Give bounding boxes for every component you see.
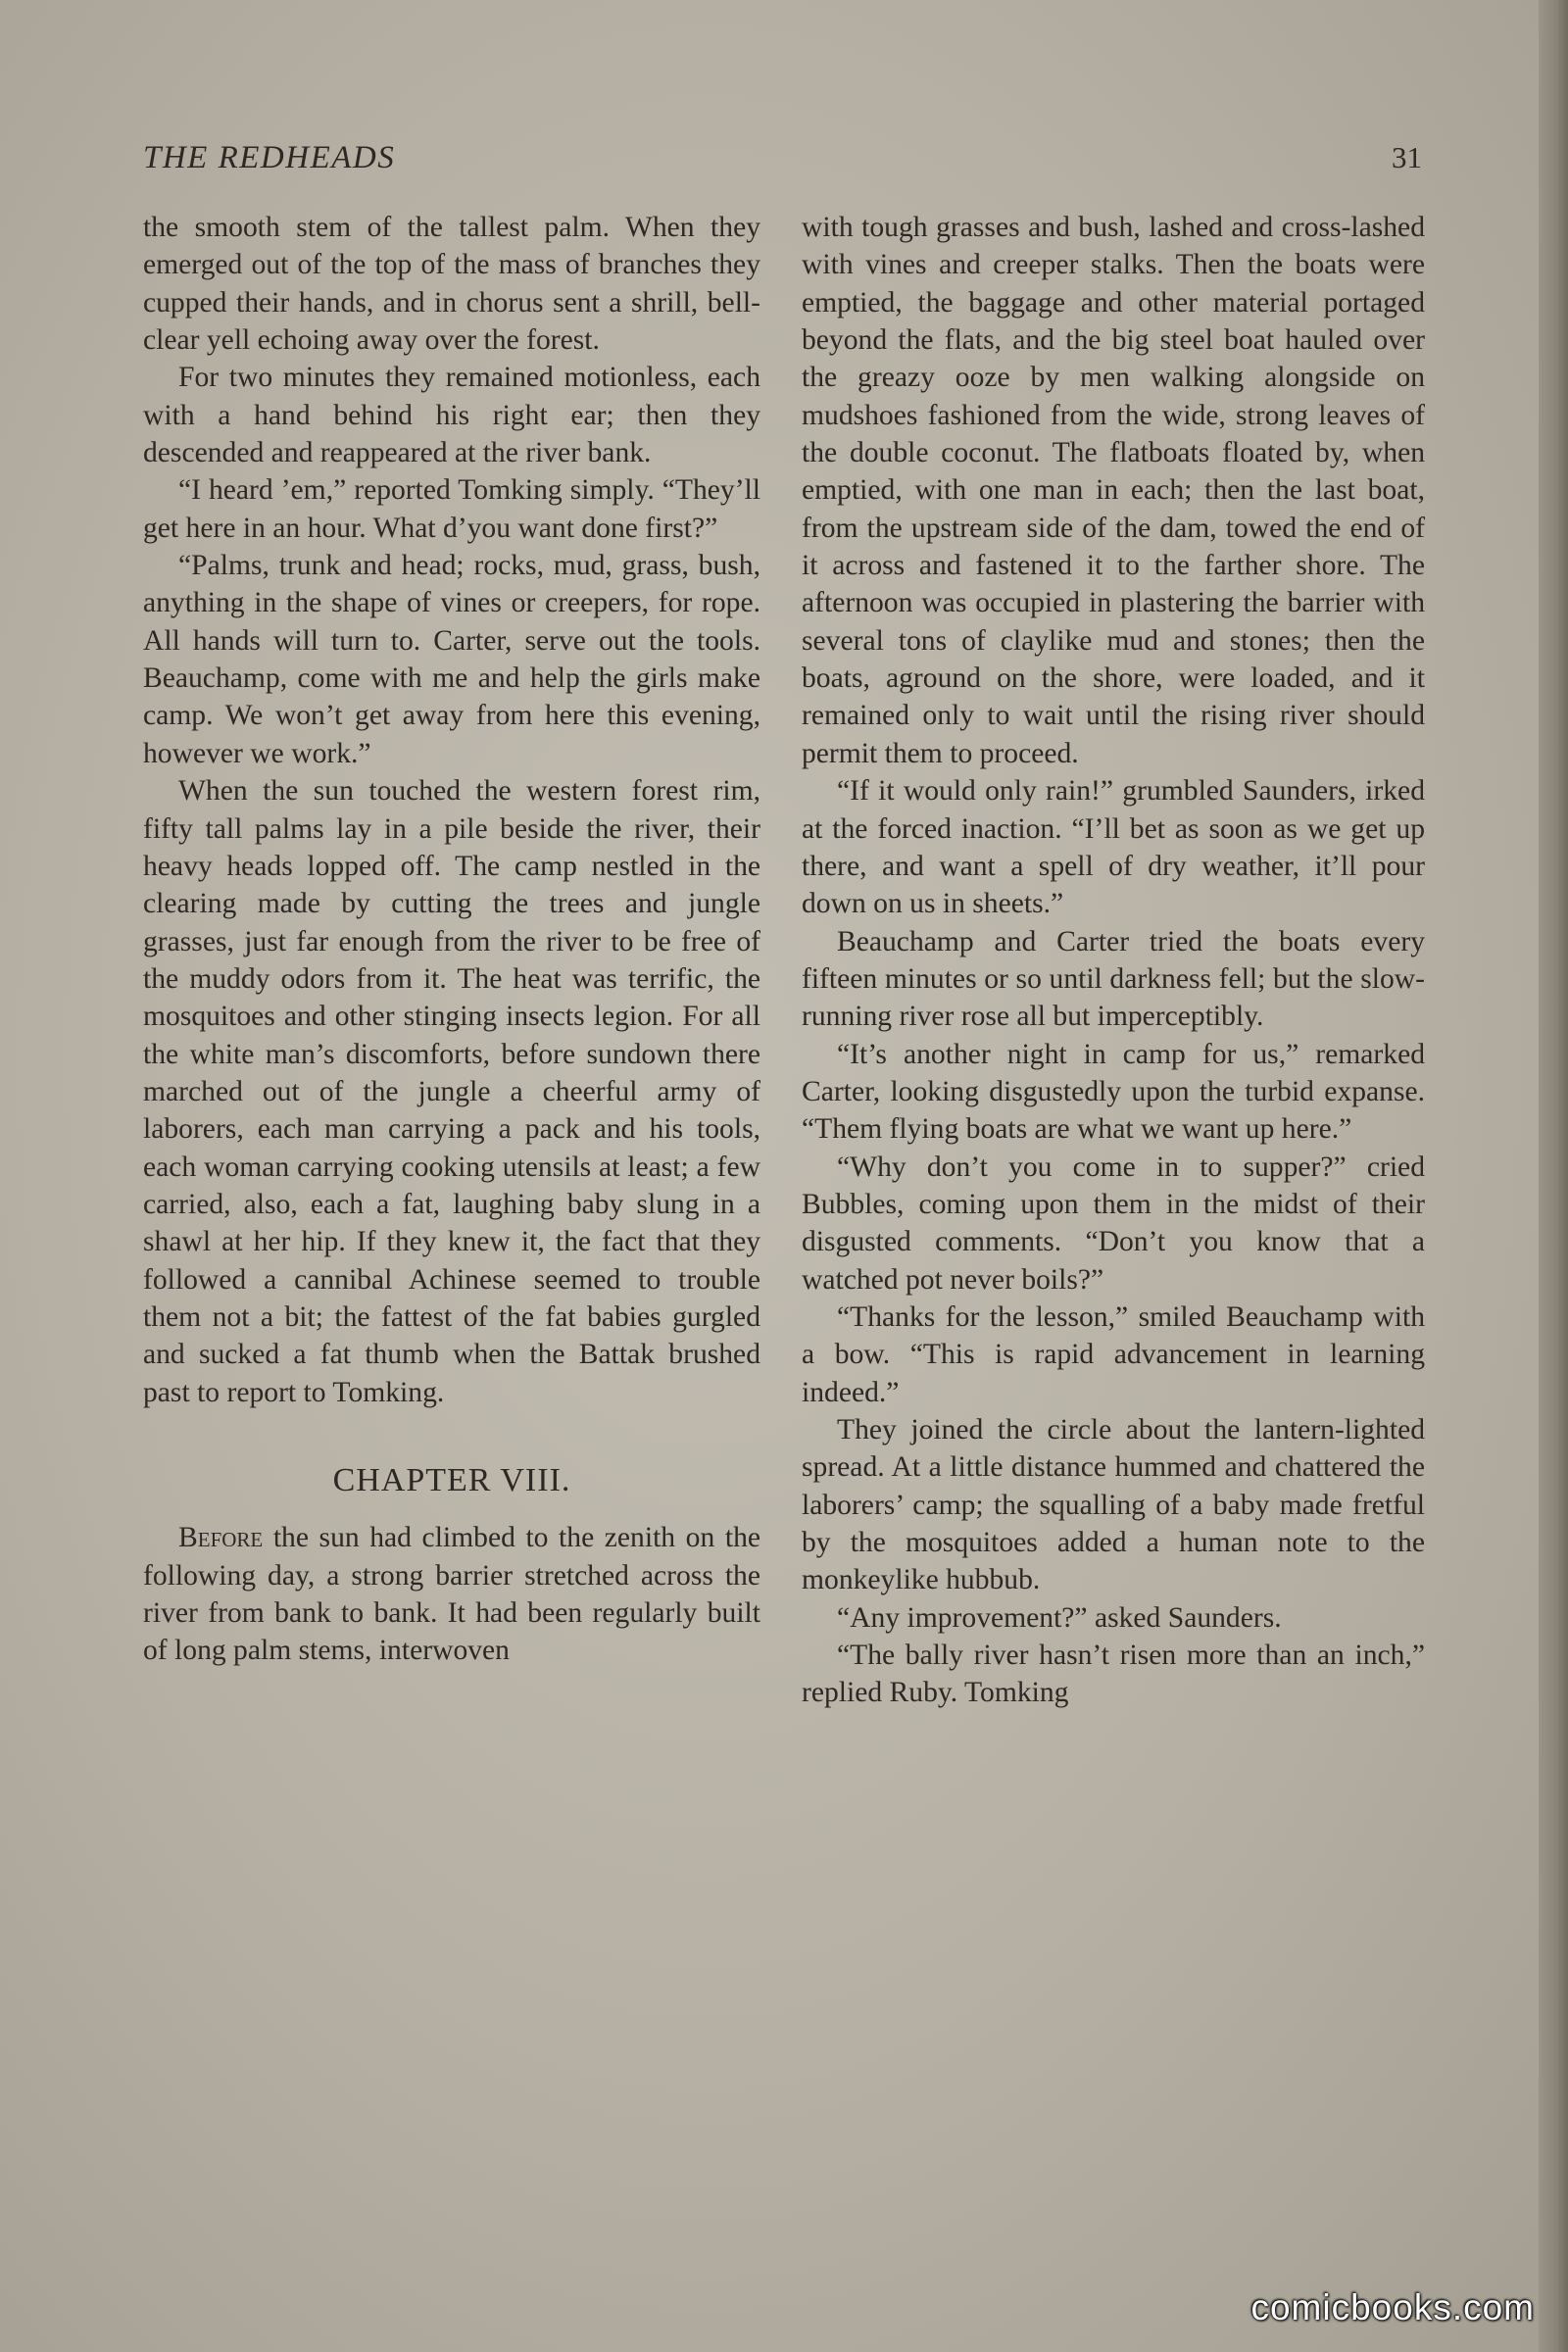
paragraph: When the sun touched the western forest rim, fifty tall palms lay in a pile beside the river, their heavy heads lopped off. The camp nestled in the clearing made by cutting the trees and jungle grasses, just far enough from the river to be free of the muddy odors from it. The heat was terrific, the mosquitoes and other stinging insects legion. For all the white man’s discomforts, before sundown there marched out of the jungle a cheerful army of laborers, each man carrying a pack and his tools, each woman carrying cooking utensils at least; a few carried, also, each a fat, laughing baby slung in a shawl at her hip. If they knew it, the fact that they followed a cannibal Achinese seemed to trouble them not a bit; the fattest of the fat babies gurgled and sucked a fat thumb when the Battak brushed past to report to Tomking.: [143, 775, 760, 1408]
page-number: 31: [1392, 140, 1422, 174]
watermark: comicbooks.com: [1250, 2287, 1535, 2328]
paragraph: “If it would only rain!” grumbled Saunders, irked at the forced inaction. “I’ll bet as soon as we get up there, and want a spell of dry weather, it’ll pour down on us in sheets.”: [802, 775, 1425, 920]
book-spine-edge: [1539, 0, 1568, 2352]
paragraph: For two minutes they remained motionless, each with a hand behind his right ear; then they descended and reappeared at the river bank.: [143, 362, 760, 469]
paragraph: Beauchamp and Carter tried the boats every fifteen minutes or so until darkness fell; but the slow-running river rose all but imperceptibly.: [802, 925, 1425, 1033]
page-header: [143, 140, 1422, 189]
paragraph: the smooth stem of the tallest palm. When they emerged out of the top of the mass of branches they cupped their hands, and in chorus sent a shrill, bell-clear yell echoing away over the forest.: [143, 212, 760, 357]
chapter-opening-word: Before: [178, 1522, 264, 1554]
paragraph: with tough grasses and bush, lashed and cross-lashed with vines and creeper stalks. Then the boats were emptied, the baggage and other material portaged beyond the flats, and the big steel boat hauled over the greazy ooze by men walking alongside on mudshoes fashioned from the wide, strong leaves of the double coconut. The flatboats floated by, when emptied, with one man in each; then the last boat, from the upstream side of the dam, towed the end of it across and fastened it to the farther shore. The afternoon was occupied in plastering the barrier with several tons of claylike mud and stones; then the boats, aground on the shore, were loaded, and it remained only to wait until the rising river should permit them to proceed.: [802, 212, 1425, 769]
paragraph: “It’s another night in camp for us,” remarked Carter, looking disgustedly upon the turbid expanse. “Them flying boats are what we want up here.”: [802, 1038, 1425, 1146]
paragraph: “Thanks for the lesson,” smiled Beauchamp with a bow. “This is rapid advancement in learning indeed.”: [802, 1300, 1425, 1408]
paragraph: They joined the circle about the lantern-lighted spread. At a little distance hummed and chattered the laborers’ camp; the squalling of a baby made fretful by the mosquitoes added a human note to the monkeylike hubbub.: [802, 1414, 1425, 1596]
chapter-heading: CHAPTER VIII.: [332, 1462, 571, 1498]
paragraph: “Why don’t you come in to supper?” cried Bubbles, coming upon them in the midst of their disgusted comments. “Don’t you know that a watched pot never boils?”: [802, 1151, 1425, 1296]
paragraph: “Palms, trunk and head; rocks, mud, grass, bush, anything in the shape of vines or creepers, for rope. All hands will turn to. Carter, serve out the tools. Beauchamp, come with me and help the girls make camp. We won’t get away from here this evening, however we work.”: [143, 550, 760, 769]
chapter-opening-paragraph: [143, 1519, 760, 1669]
running-head: THE REDHEADS: [143, 140, 396, 175]
paragraph: “The bally river hasn’t risen more than an inch,” replied Ruby. Tomking: [802, 1640, 1425, 1709]
right-text-column: [802, 209, 1425, 1712]
paragraph: “I heard ’em,” reported Tomking simply. “They’ll get here in an hour. What d’you want done first?”: [143, 474, 760, 544]
left-text-column: [143, 209, 760, 1670]
paragraph: “Any improvement?” asked Saunders.: [837, 1601, 1282, 1634]
chapter-opening-text: the sun had climbed to the zenith on the following day, a strong barrier stretched across the river from bank to bank. It had been regularly built of long palm stems, interwoven: [143, 1522, 760, 1667]
